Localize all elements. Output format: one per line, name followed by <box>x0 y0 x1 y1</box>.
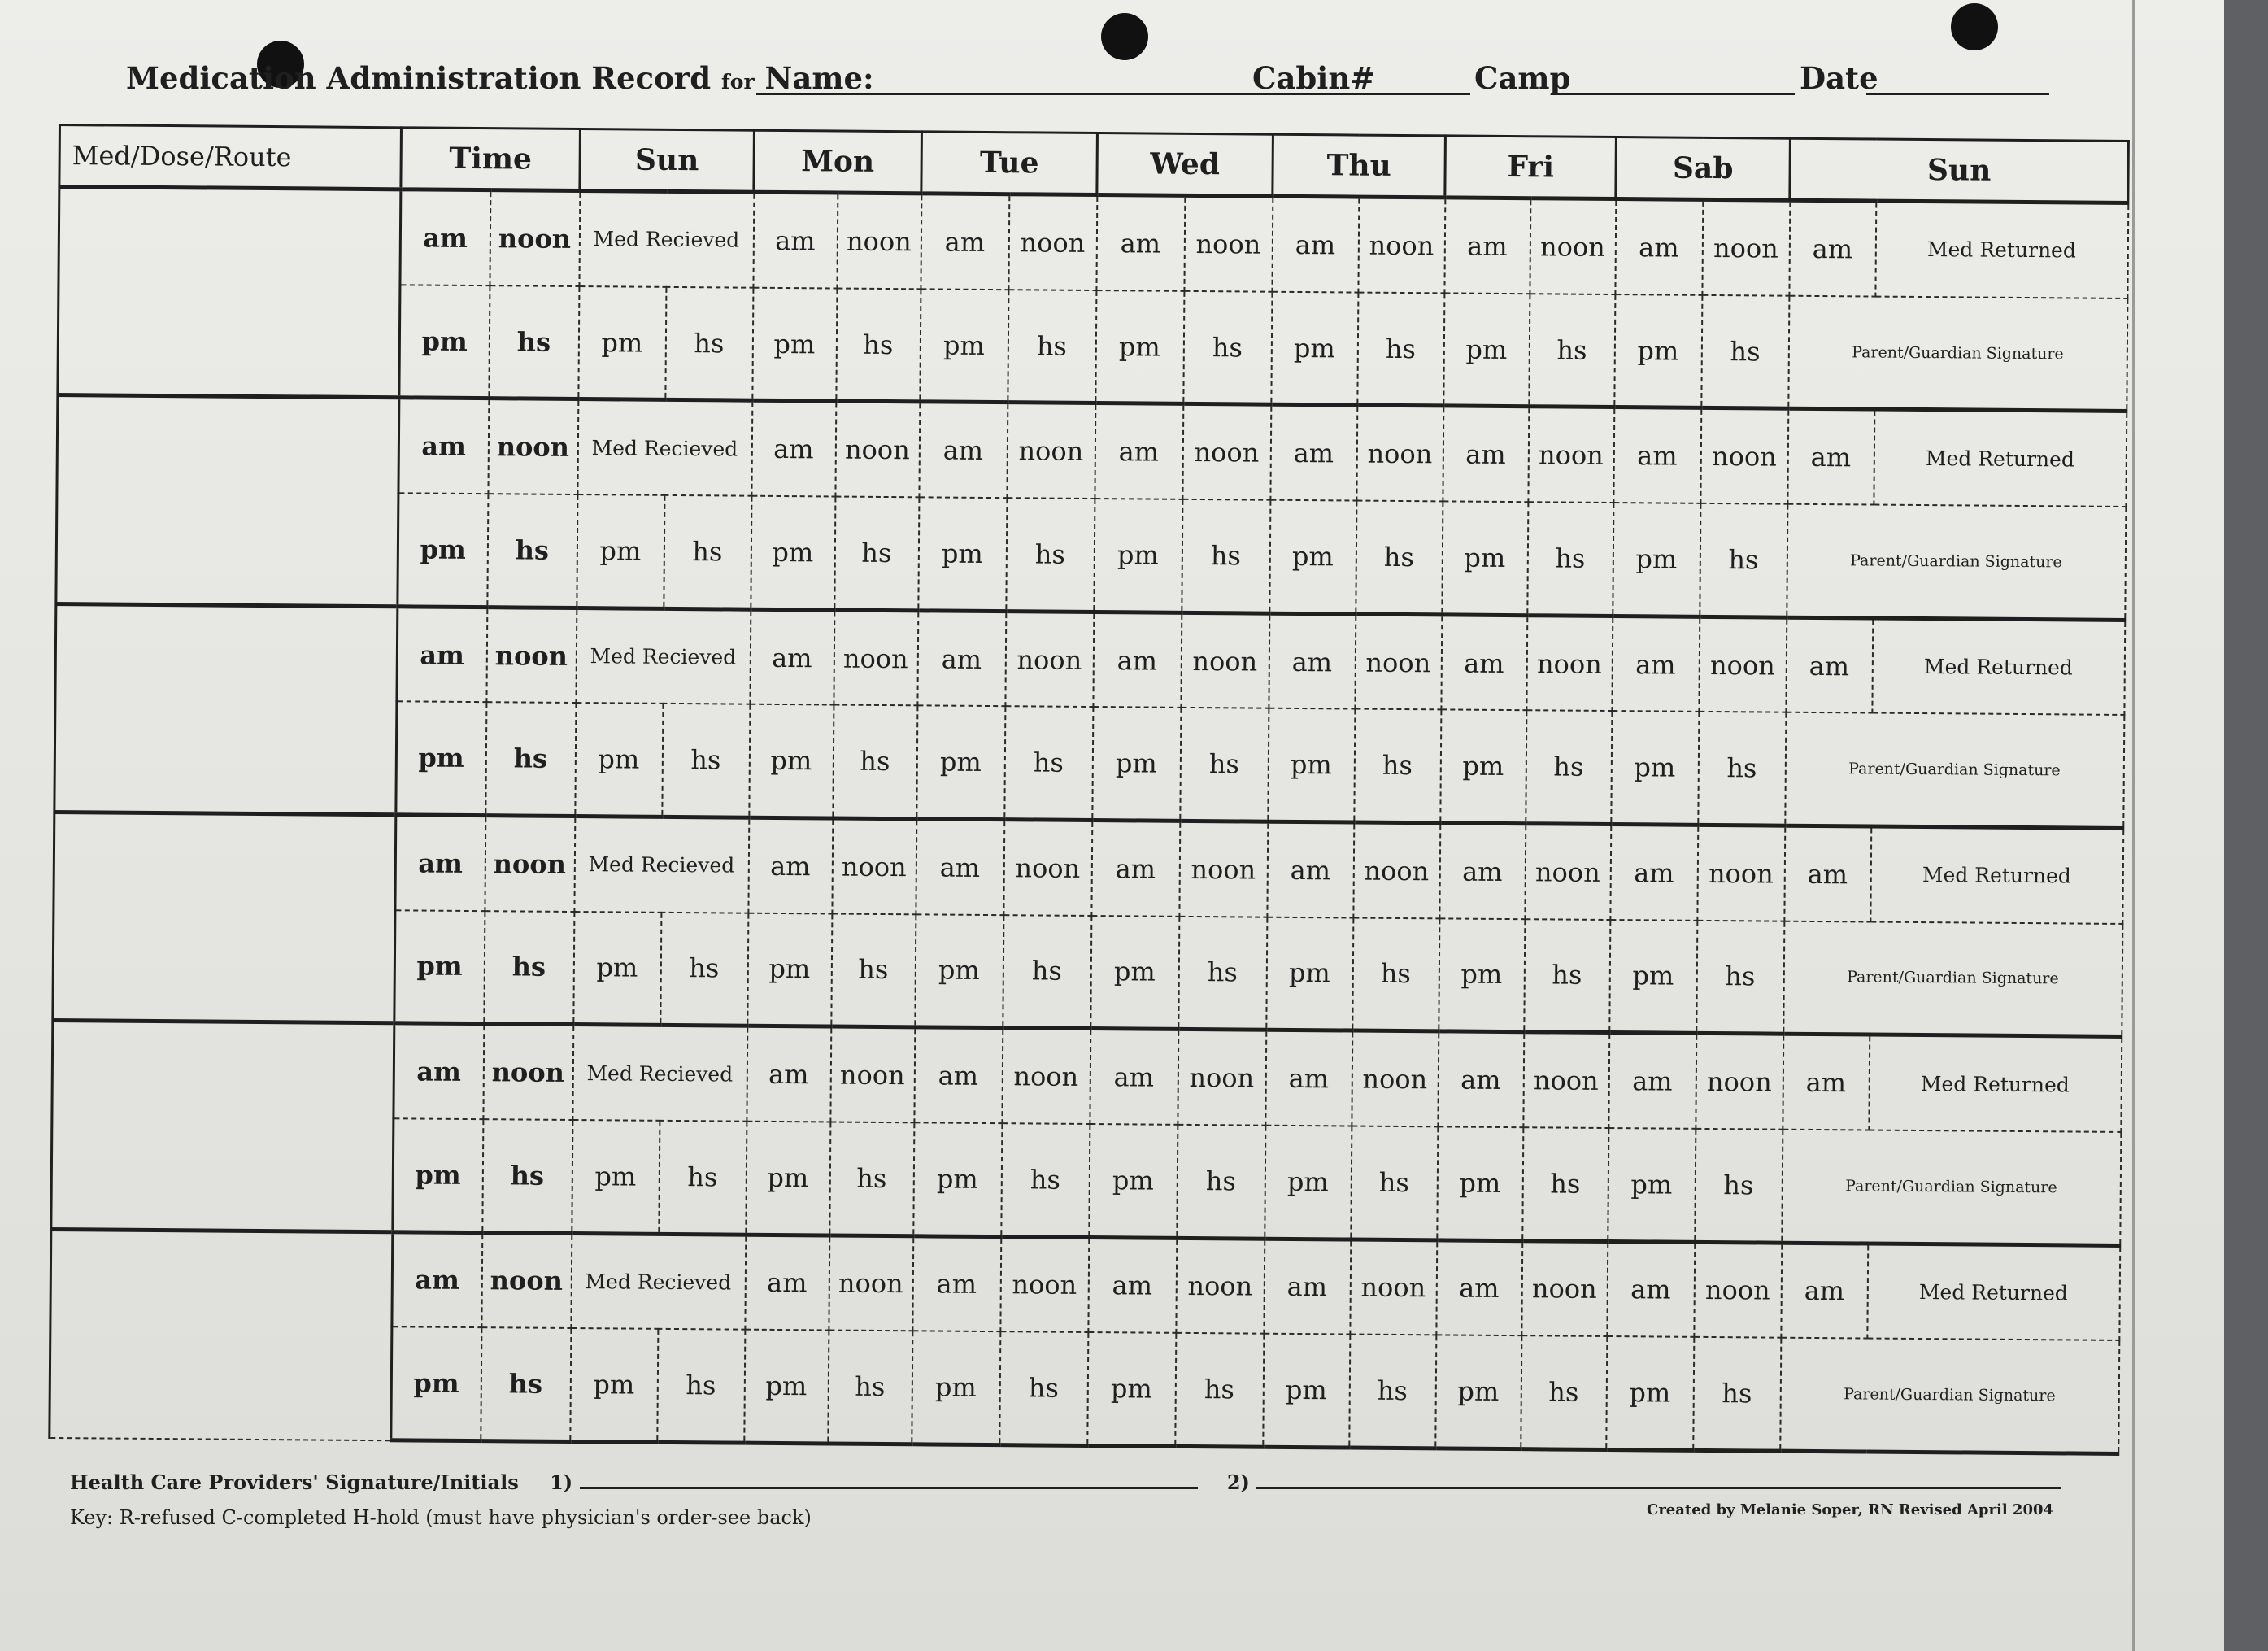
return-am-cell[interactable]: am <box>1783 1034 1870 1130</box>
return-am-cell[interactable]: am <box>1786 617 1873 713</box>
dose-pm-cell[interactable]: pm <box>916 706 1005 820</box>
dose-pm-cell[interactable]: pm <box>1442 501 1528 615</box>
dose-noon-cell[interactable]: noon <box>1350 1239 1437 1335</box>
signature-number-1: 1) <box>550 1470 573 1494</box>
time-noon-cell[interactable]: noon <box>486 607 577 703</box>
dose-noon-cell[interactable]: noon <box>835 401 920 497</box>
time-pm-cell[interactable]: pm <box>391 1327 481 1441</box>
guardian-signature-cell[interactable]: Parent/Guardian Signature <box>1782 1130 2121 1245</box>
form-credit: Created by Melanie Soper, RN Revised April 2004 <box>1647 1501 2054 1518</box>
time-noon-cell[interactable]: noon <box>485 816 575 912</box>
dose-am-cell[interactable]: am <box>916 819 1004 915</box>
dose-am-cell[interactable]: am <box>1265 1030 1352 1126</box>
dose-hs-cell[interactable]: hs <box>1693 1337 1781 1451</box>
dose-hs-cell[interactable]: hs <box>660 913 748 1026</box>
dose-noon-cell[interactable]: noon <box>1008 194 1097 290</box>
dose-noon-cell[interactable]: noon <box>1178 1030 1266 1126</box>
dose-hs-cell[interactable]: hs <box>833 705 917 819</box>
med-returned-cell[interactable]: Med Returned <box>1867 1244 2120 1341</box>
dose-pm-cell[interactable]: pm <box>573 912 661 1026</box>
dose-am-cell[interactable]: am <box>1267 821 1354 917</box>
dose-hs-cell[interactable]: hs <box>659 1121 747 1235</box>
dose-hs-cell[interactable]: hs <box>657 1329 745 1443</box>
cabin-label: Cabin# <box>1252 60 1376 96</box>
date-field[interactable] <box>1866 93 2049 95</box>
dose-pm-cell[interactable]: pm <box>1095 290 1184 404</box>
dose-am-cell[interactable]: am <box>919 402 1008 498</box>
med-row-top <box>52 1021 2122 1132</box>
dose-hs-cell[interactable]: hs <box>1524 919 1610 1033</box>
guardian-signature-cell[interactable]: Parent/Guardian Signature <box>1783 921 2122 1036</box>
guardian-signature-cell[interactable]: Parent/Guardian Signature <box>1788 296 2127 412</box>
dose-hs-cell[interactable]: hs <box>1182 499 1270 613</box>
punch-hole <box>1101 13 1148 60</box>
dose-pm-cell[interactable]: pm <box>1092 707 1181 821</box>
return-am-cell[interactable]: am <box>1789 200 1876 296</box>
dose-hs-cell[interactable]: hs <box>664 495 751 609</box>
camp-field[interactable] <box>1551 93 1795 95</box>
dose-pm-cell[interactable]: pm <box>913 1122 1002 1236</box>
dose-am-cell[interactable]: am <box>1439 823 1526 919</box>
time-am-cell[interactable]: am <box>400 189 490 285</box>
dose-hs-cell[interactable]: hs <box>1695 1129 1783 1243</box>
time-noon-cell[interactable]: noon <box>481 1232 572 1328</box>
dose-noon-cell[interactable]: noon <box>1525 824 1611 920</box>
dose-am-cell[interactable]: am <box>912 1235 1001 1331</box>
guardian-signature-cell[interactable]: Parent/Guardian Signature <box>1785 712 2124 828</box>
dose-noon-cell[interactable]: noon <box>832 818 916 914</box>
provider-signature-field-2[interactable] <box>1256 1472 2061 1489</box>
dose-am-cell[interactable]: am <box>1443 406 1529 502</box>
medication-grid <box>48 124 2130 1456</box>
dose-pm-cell[interactable]: pm <box>578 286 666 400</box>
dose-hs-cell[interactable]: hs <box>836 288 921 402</box>
dose-noon-cell[interactable]: noon <box>1179 821 1268 917</box>
dose-am-cell[interactable]: am <box>751 401 836 497</box>
dose-am-cell[interactable]: am <box>1613 407 1701 503</box>
time-hs-cell[interactable]: hs <box>482 1119 572 1233</box>
dose-am-cell[interactable]: am <box>1272 196 1359 292</box>
med-row-top <box>55 603 2125 715</box>
day-header-sun-end: Sun <box>1790 138 2129 203</box>
dose-pm-cell[interactable]: pm <box>1266 917 1353 1030</box>
dose-hs-cell[interactable]: hs <box>1521 1336 1607 1450</box>
dose-hs-cell[interactable]: hs <box>1177 1125 1265 1239</box>
dose-noon-cell[interactable]: noon <box>1184 195 1273 291</box>
med-received-cell[interactable]: Med Recieved <box>579 191 754 288</box>
med-returned-cell[interactable]: Med Returned <box>1875 201 2128 298</box>
dose-hs-cell[interactable]: hs <box>1356 501 1443 615</box>
dose-am-cell[interactable]: am <box>1608 1033 1696 1129</box>
dose-pm-cell[interactable]: pm <box>918 497 1007 611</box>
return-am-cell[interactable]: am <box>1784 826 1871 921</box>
dose-hs-cell[interactable]: hs <box>1698 712 1786 826</box>
med-dose-route-field[interactable] <box>53 812 396 1023</box>
dose-am-cell[interactable]: am <box>1610 824 1698 920</box>
dose-hs-cell[interactable]: hs <box>834 497 919 611</box>
dose-noon-cell[interactable]: noon <box>1353 822 1440 918</box>
med-returned-cell[interactable]: Med Returned <box>1869 1035 2122 1132</box>
dose-hs-cell[interactable]: hs <box>1527 502 1613 616</box>
dose-pm-cell[interactable]: pm <box>744 1330 829 1444</box>
med-dose-route-header: Med/Dose/Route <box>59 125 402 189</box>
time-pm-cell[interactable]: pm <box>396 702 486 816</box>
provider-signature-label: Health Care Providers' Signature/Initials <box>70 1470 519 1494</box>
time-noon-cell[interactable]: noon <box>483 1024 573 1120</box>
dose-pm-cell[interactable]: pm <box>751 496 835 610</box>
dose-am-cell[interactable]: am <box>1438 1031 1524 1127</box>
dose-pm-cell[interactable]: pm <box>575 703 663 817</box>
dose-am-cell[interactable]: am <box>1096 195 1185 291</box>
med-row-top <box>59 187 2128 298</box>
dose-am-cell[interactable]: am <box>1091 820 1180 916</box>
dose-am-cell[interactable]: am <box>1095 403 1183 499</box>
dose-am-cell[interactable]: am <box>1444 198 1530 294</box>
time-noon-cell[interactable]: noon <box>490 190 580 286</box>
time-pm-cell[interactable]: pm <box>398 493 488 607</box>
time-hs-cell[interactable]: hs <box>485 703 576 817</box>
med-row-top <box>57 395 2127 507</box>
dose-am-cell[interactable]: am <box>1436 1239 1522 1335</box>
dose-hs-cell[interactable]: hs <box>1006 498 1095 612</box>
med-dose-route-field[interactable] <box>58 187 401 399</box>
dose-hs-cell[interactable]: hs <box>1180 708 1269 821</box>
dose-hs-cell[interactable]: hs <box>662 704 750 817</box>
status-key: Key: R-refused C-completed H-hold (must have physician's order-see back) <box>70 1506 812 1529</box>
time-am-cell[interactable]: am <box>397 606 487 702</box>
dose-am-cell[interactable]: am <box>747 1026 831 1122</box>
dose-am-cell[interactable]: am <box>748 817 833 913</box>
dose-pm-cell[interactable]: pm <box>1271 292 1358 406</box>
provider-signature-line <box>70 1470 2061 1494</box>
dose-pm-cell[interactable]: pm <box>1614 294 1702 408</box>
paper-edge-line <box>2132 0 2135 1651</box>
dose-pm-cell[interactable]: pm <box>1435 1335 1521 1449</box>
time-hs-cell[interactable]: hs <box>481 1327 571 1441</box>
med-received-cell[interactable]: Med Recieved <box>576 608 751 704</box>
dose-noon-cell[interactable]: noon <box>1000 1236 1089 1332</box>
dose-noon-cell[interactable]: noon <box>1352 1030 1439 1126</box>
dose-hs-cell[interactable]: hs <box>1001 1123 1090 1237</box>
dose-pm-cell[interactable]: pm <box>572 1120 660 1234</box>
day-header-fri: Fri <box>1445 136 1617 199</box>
dose-am-cell[interactable]: am <box>1441 615 1527 711</box>
dose-noon-cell[interactable]: noon <box>1694 1242 1782 1338</box>
dose-hs-cell[interactable]: hs <box>1526 711 1612 825</box>
punch-hole <box>1951 3 1998 50</box>
dose-pm-cell[interactable]: pm <box>1609 920 1697 1034</box>
dose-noon-cell[interactable]: noon <box>1358 197 1445 293</box>
dose-pm-cell[interactable]: pm <box>1443 293 1530 407</box>
dose-pm-cell[interactable]: pm <box>570 1328 658 1442</box>
return-am-cell[interactable]: am <box>1781 1243 1868 1339</box>
dose-hs-cell[interactable]: hs <box>1522 1127 1608 1241</box>
time-header: Time <box>401 128 581 191</box>
dose-pm-cell[interactable]: pm <box>1268 708 1355 822</box>
dose-am-cell[interactable]: am <box>745 1235 829 1331</box>
time-hs-cell[interactable]: hs <box>489 285 579 399</box>
dose-pm-cell[interactable]: pm <box>577 494 664 608</box>
dose-noon-cell[interactable]: noon <box>1181 612 1269 708</box>
dose-hs-cell[interactable]: hs <box>1354 709 1441 823</box>
dose-hs-cell[interactable]: hs <box>1008 290 1096 403</box>
dose-pm-cell[interactable]: pm <box>1613 503 1700 616</box>
dose-pm-cell[interactable]: pm <box>920 289 1008 403</box>
dose-pm-cell[interactable]: pm <box>746 1122 830 1235</box>
med-row-top <box>50 1229 2120 1340</box>
med-received-cell[interactable]: Med Recieved <box>571 1233 746 1330</box>
dose-pm-cell[interactable]: pm <box>1089 1124 1178 1238</box>
dose-am-cell[interactable]: am <box>1090 1029 1178 1125</box>
dose-am-cell[interactable]: am <box>1269 613 1356 709</box>
dose-pm-cell[interactable]: pm <box>1437 1126 1523 1240</box>
medication-rows <box>50 187 2128 1454</box>
dose-am-cell[interactable]: am <box>917 610 1006 706</box>
return-am-cell[interactable]: am <box>1787 409 1874 505</box>
dose-hs-cell[interactable]: hs <box>1696 921 1784 1035</box>
dose-pm-cell[interactable]: pm <box>752 288 837 402</box>
cabin-field[interactable] <box>1348 93 1470 95</box>
day-header-sab: Sab <box>1616 137 1791 201</box>
dose-hs-cell[interactable]: hs <box>665 287 753 401</box>
signature-number-2: 2) <box>1226 1470 1250 1494</box>
med-dose-route-field[interactable] <box>51 1021 394 1232</box>
dose-noon-cell[interactable]: noon <box>1003 820 1092 916</box>
dose-pm-cell[interactable]: pm <box>915 914 1003 1028</box>
dose-noon-cell[interactable]: noon <box>1355 614 1442 710</box>
form-title: Medication Administration Record for Name: <box>126 60 874 96</box>
dose-noon-cell[interactable]: noon <box>1697 825 1785 921</box>
med-received-cell[interactable]: Med Recieved <box>572 1025 747 1122</box>
dose-hs-cell[interactable]: hs <box>1349 1335 1436 1448</box>
dose-noon-cell[interactable]: noon <box>1702 199 1790 295</box>
dose-am-cell[interactable]: am <box>1607 1241 1695 1337</box>
time-pm-cell[interactable]: pm <box>394 910 485 1024</box>
dose-noon-cell[interactable]: noon <box>1526 615 1613 711</box>
guardian-signature-cell[interactable]: Parent/Guardian Signature <box>1787 504 2126 620</box>
guardian-signature-cell[interactable]: Parent/Guardian Signature <box>1780 1338 2119 1453</box>
dose-hs-cell[interactable]: hs <box>1183 291 1272 405</box>
dose-noon-cell[interactable]: noon <box>1699 616 1787 712</box>
time-pm-cell[interactable]: pm <box>393 1118 483 1232</box>
dose-hs-cell[interactable]: hs <box>1178 917 1267 1030</box>
dose-hs-cell[interactable]: hs <box>1357 292 1444 406</box>
dose-noon-cell[interactable]: noon <box>1530 198 1616 294</box>
dose-pm-cell[interactable]: pm <box>1269 500 1356 614</box>
day-header-tue: Tue <box>921 132 1098 195</box>
dose-hs-cell[interactable]: hs <box>1175 1333 1264 1447</box>
dose-pm-cell[interactable]: pm <box>1608 1128 1696 1242</box>
dose-hs-cell[interactable]: hs <box>1003 915 1091 1029</box>
dose-noon-cell[interactable]: noon <box>1356 405 1443 501</box>
med-dose-route-field[interactable] <box>50 1229 393 1440</box>
med-dose-route-field[interactable] <box>56 395 399 607</box>
time-am-cell[interactable]: am <box>398 398 489 494</box>
dose-pm-cell[interactable]: pm <box>1263 1334 1350 1448</box>
dose-noon-cell[interactable]: noon <box>1523 1032 1609 1128</box>
dose-am-cell[interactable]: am <box>914 1027 1003 1123</box>
dose-hs-cell[interactable]: hs <box>1004 707 1093 821</box>
dose-noon-cell[interactable]: noon <box>1007 403 1095 499</box>
med-received-cell[interactable]: Med Recieved <box>574 816 749 913</box>
dose-am-cell[interactable]: am <box>1615 199 1703 295</box>
camp-label: Camp <box>1474 60 1571 96</box>
dose-pm-cell[interactable]: pm <box>749 704 834 818</box>
dose-noon-cell[interactable]: noon <box>1005 611 1094 707</box>
dose-noon-cell[interactable]: noon <box>1696 1034 1783 1130</box>
day-header-sun: Sun <box>580 129 755 193</box>
dose-am-cell[interactable]: am <box>750 609 834 705</box>
dose-hs-cell[interactable]: hs <box>1352 917 1439 1031</box>
med-returned-cell[interactable]: Med Returned <box>1872 618 2125 716</box>
dose-pm-cell[interactable]: pm <box>1440 710 1526 824</box>
form-header <box>126 55 2053 104</box>
dose-noon-cell[interactable]: noon <box>837 193 921 289</box>
dose-pm-cell[interactable]: pm <box>1094 499 1182 612</box>
dose-am-cell[interactable]: am <box>1270 405 1357 501</box>
med-returned-cell[interactable]: Med Returned <box>1870 826 2123 924</box>
dose-am-cell[interactable]: am <box>1088 1237 1177 1333</box>
dose-noon-cell[interactable]: noon <box>1521 1240 1608 1336</box>
dose-hs-cell[interactable]: hs <box>1529 294 1615 407</box>
date-label: Date <box>1800 60 1878 96</box>
dose-hs-cell[interactable]: hs <box>1700 503 1787 617</box>
dose-hs-cell[interactable]: hs <box>1351 1126 1438 1240</box>
dose-noon-cell[interactable]: noon <box>1002 1028 1090 1124</box>
dose-hs-cell[interactable]: hs <box>831 913 916 1027</box>
dose-pm-cell[interactable]: pm <box>1087 1332 1176 1446</box>
dose-am-cell[interactable]: am <box>1612 616 1700 712</box>
med-returned-cell[interactable]: Med Returned <box>1874 409 2127 507</box>
dose-pm-cell[interactable]: pm <box>1265 1126 1352 1239</box>
day-header-thu: Thu <box>1273 134 1446 198</box>
dose-noon-cell[interactable]: noon <box>834 610 918 706</box>
med-received-cell[interactable]: Med Recieved <box>577 399 752 496</box>
dose-pm-cell[interactable]: pm <box>1606 1336 1694 1450</box>
time-hs-cell[interactable]: hs <box>484 911 574 1025</box>
dose-noon-cell[interactable]: noon <box>1176 1238 1265 1334</box>
dose-pm-cell[interactable]: pm <box>1611 711 1699 825</box>
dose-am-cell[interactable]: am <box>1093 612 1182 708</box>
dose-hs-cell[interactable]: hs <box>829 1122 914 1236</box>
time-am-cell[interactable]: am <box>394 1023 484 1119</box>
dose-pm-cell[interactable]: pm <box>912 1331 1000 1445</box>
dose-hs-cell[interactable]: hs <box>1701 295 1789 409</box>
time-hs-cell[interactable]: hs <box>487 494 577 608</box>
dose-noon-cell[interactable]: noon <box>1528 407 1614 503</box>
day-header-wed: Wed <box>1097 133 1273 197</box>
dose-hs-cell[interactable]: hs <box>828 1331 912 1444</box>
time-pm-cell[interactable]: pm <box>399 285 490 399</box>
dose-noon-cell[interactable]: noon <box>1700 408 1788 504</box>
time-am-cell[interactable]: am <box>395 815 485 911</box>
dose-hs-cell[interactable]: hs <box>999 1331 1088 1445</box>
time-noon-cell[interactable]: noon <box>488 399 578 494</box>
dose-pm-cell[interactable]: pm <box>1090 916 1179 1030</box>
dose-am-cell[interactable]: am <box>1264 1239 1351 1335</box>
med-dose-route-field[interactable] <box>54 603 398 815</box>
dose-am-cell[interactable]: am <box>753 192 838 288</box>
dose-am-cell[interactable]: am <box>921 194 1009 290</box>
day-header-mon: Mon <box>754 130 922 194</box>
dose-pm-cell[interactable]: pm <box>1439 918 1525 1032</box>
provider-signature-field-1[interactable] <box>580 1472 1198 1489</box>
dose-noon-cell[interactable]: noon <box>1182 404 1271 500</box>
med-row-top <box>54 812 2123 923</box>
dose-noon-cell[interactable]: noon <box>830 1026 915 1122</box>
time-am-cell[interactable]: am <box>392 1231 482 1327</box>
dose-noon-cell[interactable]: noon <box>829 1235 913 1331</box>
dose-pm-cell[interactable]: pm <box>747 913 832 1026</box>
